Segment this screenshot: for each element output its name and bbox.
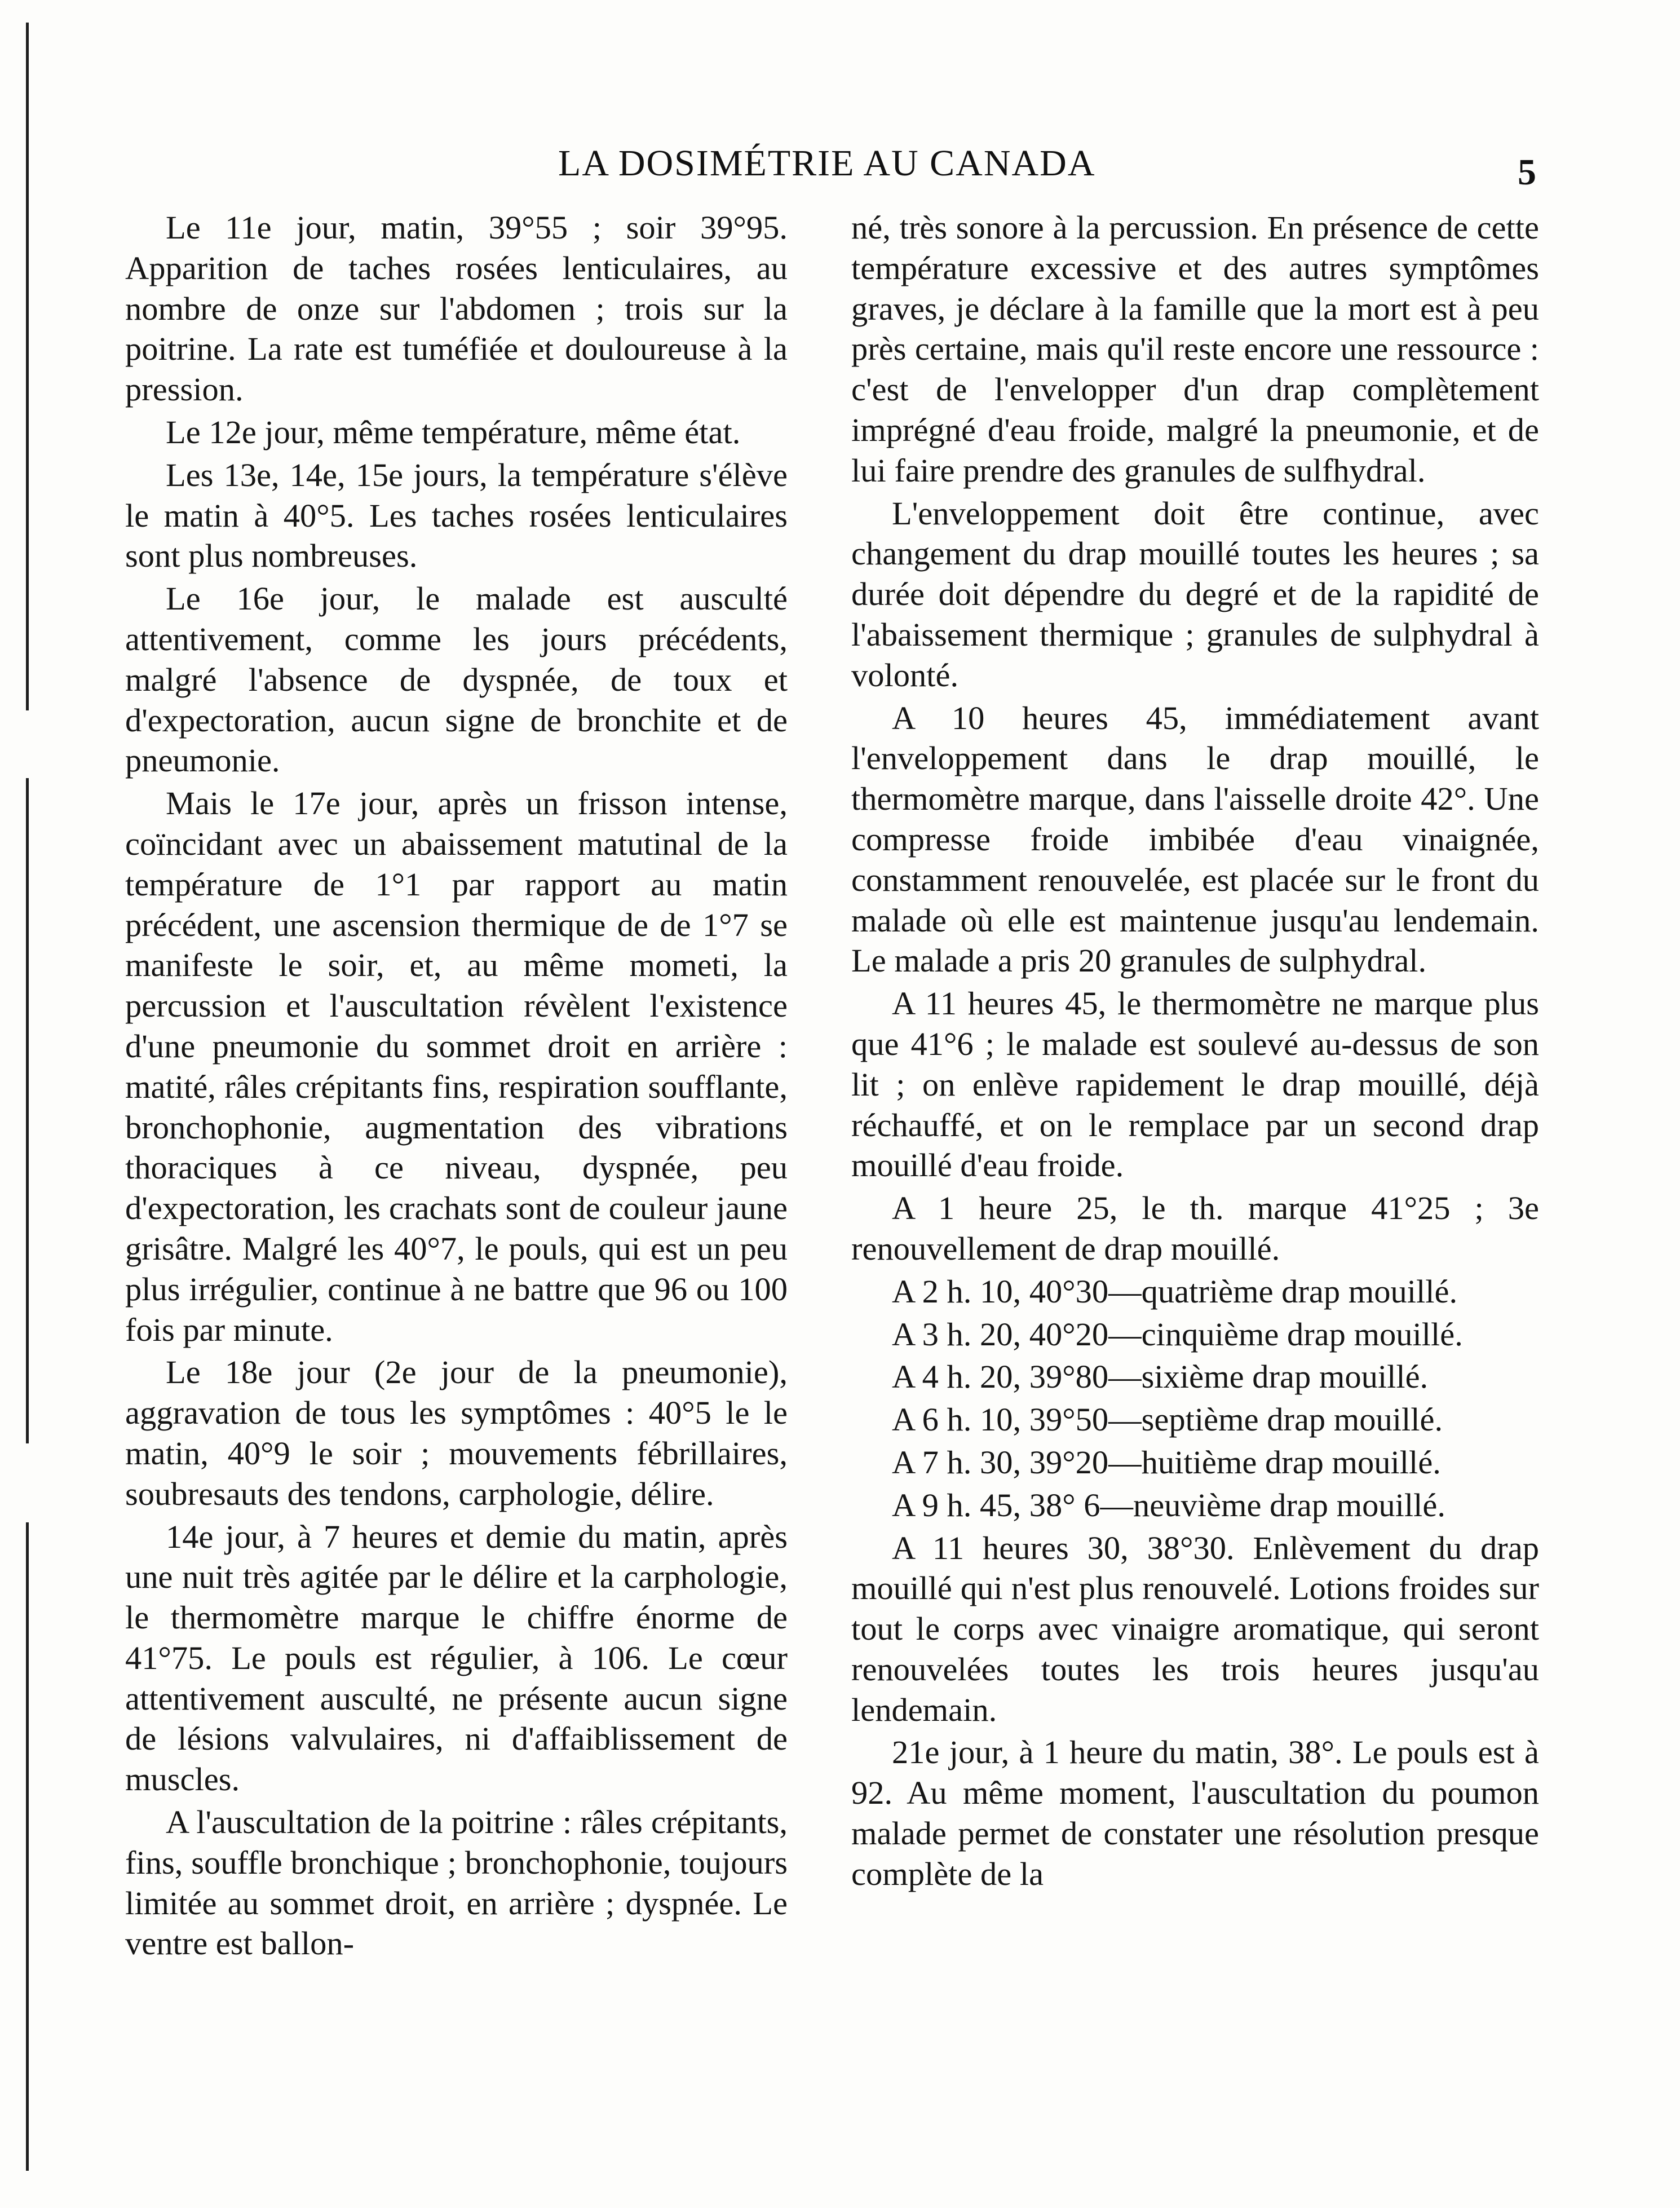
paragraph: 14e jour, à 7 heures et demie du matin, après une nuit très agitée par le délire et la carphologie, le thermomètre marque le chiffre énorme de 41°75. Le pouls est régulier, à 106. Le cœur attentivement ausculté, ne présente aucun signe de lésions valvulaires, ni d'affaiblissement de muscles. (125, 1518, 788, 1798)
time-entry: A 6 h. 10, 39°50—septième drap mouillé. (892, 1401, 1443, 1438)
paragraph: A 10 heures 45, immédiatement avant l'enveloppement dans le drap mouillé, le thermomètre marque, dans l'aisselle droite 42°. Une compresse froide imbibée d'eau vinaignée, constamment renouvelée, est placée sur le front du malade où elle est maintenue jusqu'au lendemain. Le malade a pris 20 granules de sulphydral. (851, 699, 1539, 979)
paragraph: A 11 heures 45, le thermomètre ne marque plus que 41°6 ; le malade est soulevé au-dessus de son lit ; on enlève rapidement le drap mouillé, déjà réchauffé, et on le remplace par un second drap mouillé d'eau froide. (851, 985, 1539, 1184)
scan-edge-mark (26, 778, 29, 1443)
paragraph: L'enveloppement doit être continue, avec changement du drap mouillé toutes les heures ; sa durée doit dépendre du degré et de la rapidité de l'abaissement thermique ; granules de sulphydral à volonté. (851, 494, 1539, 694)
time-entry: A 7 h. 30, 39°20—huitième drap mouillé. (892, 1443, 1441, 1481)
paragraph: Le 12e jour, même température, même état. (166, 413, 741, 451)
running-title: LA DOSIMÉTRIE AU CANADA (558, 143, 1096, 184)
left-column (125, 207, 788, 1966)
time-entry: A 2 h. 10, 40°30—quatrième drap mouillé. (892, 1273, 1458, 1310)
paragraph: Mais le 17e jour, après un frisson intense, coïncidant avec un abaissement matutinal de la température de 1°1 par rapport au matin précédent, une ascension thermique de de 1°7 se manifeste le soir, et, au même mometi, la percussion et l'auscultation révèlent l'existence d'une pneumonie du sommet droit en arrière : matité, râles crépitants fins, respiration soufflante, bronchophonie, augmentation des vibrations thoraciques à ce niveau, dyspnée, peu d'expectoration, les crachats sont de couleur jaune grisâtre. Malgré les 40°7, le pouls, qui est un peu plus irrégulier, continue à ne battre que 96 ou 100 fois par minute. (125, 785, 788, 1348)
time-entry: A 9 h. 45, 38° 6—neuvième drap mouillé. (892, 1486, 1445, 1523)
paragraph: 21e jour, à 1 heure du matin, 38°. Le pouls est à 92. Au même moment, l'auscultation du poumon malade permet de constater une résolution presque complète de la (851, 1734, 1539, 1892)
scan-edge-mark (26, 1522, 29, 2171)
page-number: 5 (1518, 152, 1536, 193)
paragraph: A 11 heures 30, 38°30. Enlèvement du drap mouillé qui n'est plus renouvelé. Lotions froides sur tout le corps avec vinaigre aromatique, qui seront renouvelées toutes les trois heures jusqu'au lendemain. (851, 1529, 1539, 1728)
paragraph: Le 16e jour, le malade est ausculté attentivement, comme les jours précédents, malgré l'absence de dyspnée, de toux et d'expectoration, aucun signe de bronchite et de pneumonie. (125, 580, 788, 779)
paragraph: Les 13e, 14e, 15e jours, la température s'élève le matin à 40°5. Les taches rosées lenticulaires sont plus nombreuses. (125, 456, 788, 575)
paragraph: Le 11e jour, matin, 39°55 ; soir 39°95. Apparition de taches rosées lenticulaires, au nombre de onze sur l'abdomen ; trois sur la poitrine. La rate est tuméfiée et douloureuse à la pression. (125, 209, 788, 408)
paragraph: Le 18e jour (2e jour de la pneumonie), aggravation de tous les symptômes : 40°5 le le matin, 40°9 le soir ; mouvements fébrillaires, soubresauts des tendons, carphologie, délire. (125, 1354, 788, 1512)
scan-edge-mark (26, 23, 29, 710)
paragraph: né, très sonore à la percussion. En présence de cette température excessive et des autres symptômes graves, je déclare à la famille que la mort est à peu près certaine, mais qu'il reste encore une ressource : c'est de l'envelopper d'un drap complètement imprégné d'eau froide, malgré la pneumonie, et de lui faire prendre des granules de sulfhydral. (851, 209, 1539, 489)
time-entry: A 3 h. 20, 40°20—cinquième drap mouillé. (892, 1315, 1463, 1353)
right-column (851, 207, 1539, 1897)
paragraph: A l'auscultation de la poitrine : râles crépitants, fins, souffle bronchique ; bronchophonie, toujours limitée au sommet droit, en arrière ; dyspnée. Le ventre est ballon- (125, 1804, 788, 1962)
time-entry: A 4 h. 20, 39°80—sixième drap mouillé. (892, 1358, 1429, 1396)
paragraph: A 1 heure 25, le th. marque 41°25 ; 3e renouvellement de drap mouillé. (851, 1190, 1539, 1267)
